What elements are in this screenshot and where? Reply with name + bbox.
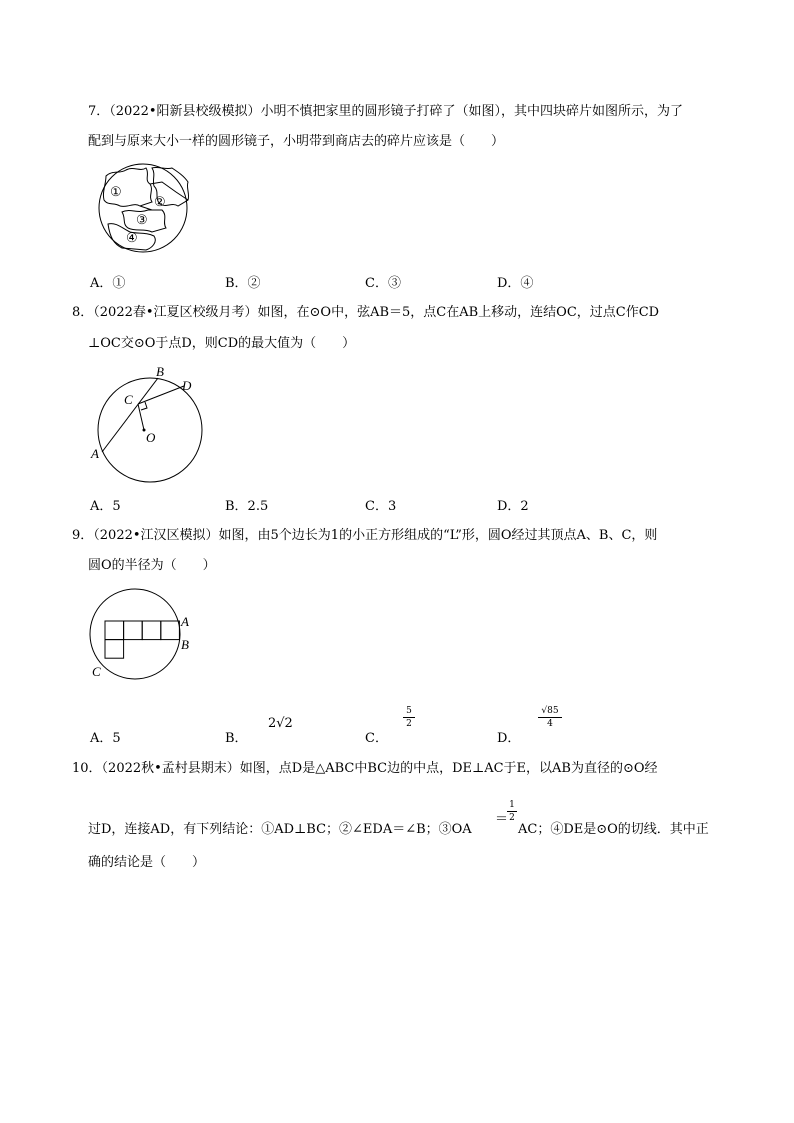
q10-fraction bbox=[507, 800, 517, 823]
q9-option-d-denominator: 4 bbox=[547, 719, 553, 729]
q7-label-2: ② bbox=[154, 194, 166, 209]
q7-option-b: B．② bbox=[225, 276, 261, 291]
q8-line1: 8．（2022春•江夏区校级月考）如图，在⊙O中，弦AB＝5，点C在AB上移动，连结OC，过点C作CD bbox=[72, 305, 660, 320]
q9-option-d: D． bbox=[497, 731, 521, 746]
q9-option-b-value: 2√2 bbox=[268, 716, 293, 731]
q9-label-b: B bbox=[181, 637, 189, 652]
q10-line2a: 过D，连接AD，有下列结论：①AD⊥BC；②∠EDA＝∠B；③OA bbox=[88, 822, 472, 837]
q8-label-c: C bbox=[124, 392, 133, 407]
q7-option-d: D．④ bbox=[497, 276, 534, 291]
q9-option-d-numerator: √85 bbox=[541, 706, 559, 716]
q9-line2: 圆O的半径为（ ） bbox=[88, 558, 216, 573]
q9-line1: 9．（2022•江汉区模拟）如图，由5个边长为1的小正方形组成的“L”形，圆O经过其顶点A、B、C，则 bbox=[72, 528, 658, 543]
q9-option-c: C． bbox=[365, 731, 388, 746]
q8-option-d: D．2 bbox=[497, 499, 529, 514]
q7-figure bbox=[92, 162, 200, 254]
q9-option-d-fraction bbox=[538, 706, 562, 729]
q10-equals-sign: ＝ bbox=[495, 812, 509, 827]
q8-line2: ⊥OC交⊙O于点D，则CD的最大值为（ ） bbox=[88, 336, 356, 351]
q7-label-4: ④ bbox=[126, 230, 138, 245]
q8-option-a: A．5 bbox=[90, 499, 121, 514]
q7-label-1: ① bbox=[110, 184, 122, 199]
q8-label-o: O bbox=[146, 430, 156, 445]
q8-option-b: B．2.5 bbox=[225, 499, 269, 514]
fraction-bar bbox=[403, 717, 415, 718]
q9-label-a: A bbox=[181, 614, 189, 629]
q9-label-c: C bbox=[92, 664, 101, 679]
q7-option-a: A．① bbox=[90, 276, 126, 291]
q7-label-3: ③ bbox=[136, 212, 148, 227]
q7-option-c: C．③ bbox=[365, 276, 401, 291]
q8-label-b: B bbox=[156, 364, 164, 379]
q7-line2: 配到与原来大小一样的圆形镜子，小明带到商店去的碎片应该是（ ） bbox=[88, 134, 505, 149]
q10-line2b: AC；④DE是⊙O的切线．其中正 bbox=[518, 822, 709, 837]
q9-option-c-denominator: 2 bbox=[406, 719, 412, 729]
q9-option-c-fraction bbox=[403, 706, 415, 729]
q10-line3: 确的结论是（ ） bbox=[88, 855, 206, 870]
q10-fraction-denominator: 2 bbox=[509, 813, 515, 823]
fraction-bar bbox=[507, 811, 517, 812]
q8-label-d: D bbox=[182, 378, 192, 393]
q8-option-c: C．3 bbox=[365, 499, 397, 514]
q10-fraction-numerator: 1 bbox=[509, 800, 515, 810]
fraction-bar bbox=[538, 717, 562, 718]
q7-line1: 7．（2022•阳新县校级模拟）小明不慎把家里的圆形镜子打碎了（如图），其中四块碎片如图所示，为了 bbox=[88, 104, 684, 119]
q9-option-a: A．5 bbox=[90, 731, 121, 746]
q9-figure bbox=[88, 586, 200, 682]
q8-figure bbox=[86, 360, 216, 490]
q9-option-c-numerator: 5 bbox=[406, 706, 412, 716]
q8-label-a: A bbox=[91, 446, 99, 461]
q9-option-b: B． bbox=[225, 731, 248, 746]
q10-line1: 10．（2022秋•孟村县期末）如图，点D是△ABC中BC边的中点，DE⊥AC于E，以AB为直径的⊙O经 bbox=[72, 761, 658, 776]
